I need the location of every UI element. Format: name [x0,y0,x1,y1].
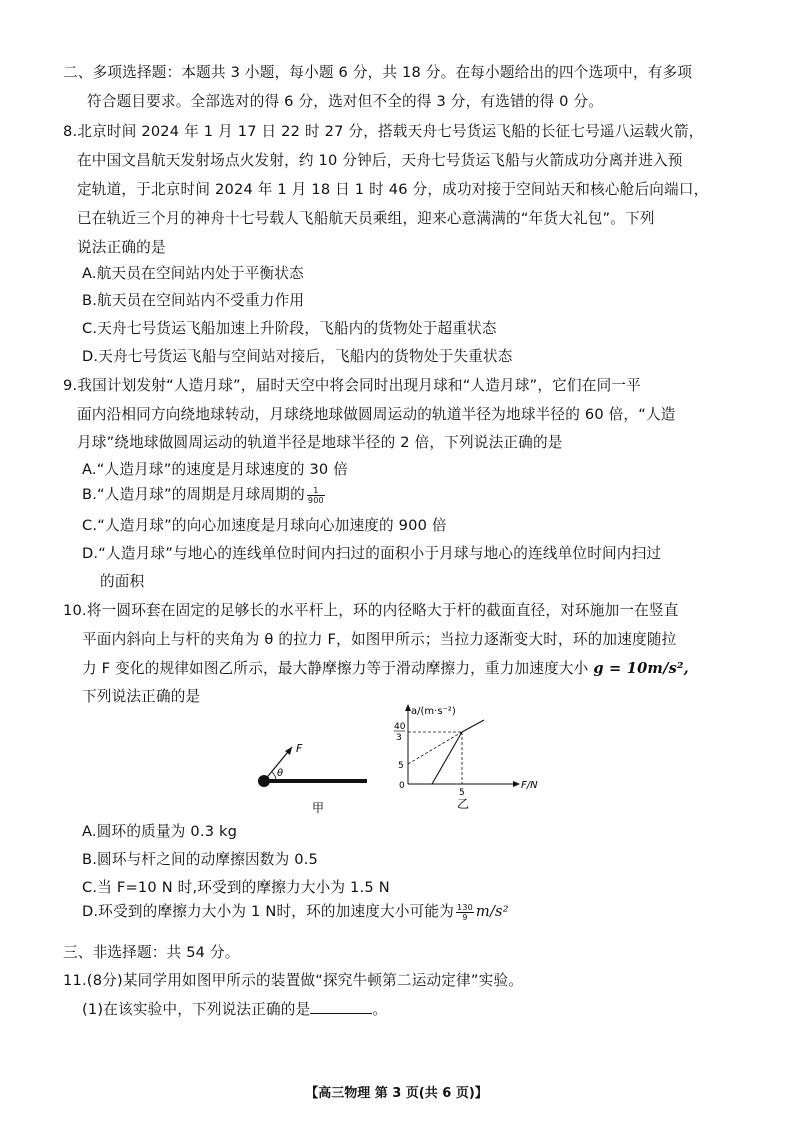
q9-fraction-numerator: 1 [307,486,325,496]
q10-option-b: B.圆环与杆之间的动摩擦因数为 0.5 [82,851,319,868]
y-tick-top-numerator: 40 [394,722,406,732]
q9-option-c: C.“人造月球”的向心加速度是月球向心加速度的 900 倍 [82,517,447,534]
page-footer: 【高三物理 第 3 页(共 6 页)】 [305,1086,488,1101]
q10-option-d-fraction [456,903,474,922]
q11-part1-end: 。 [372,1001,388,1018]
q8-stem-line1: 8.北京时间 2024 年 1 月 17 日 22 时 27 分，搭载天舟七号货运飞船的长征七号遥八运载火箭， [63,123,704,140]
q9-stem-line1: 9.我国计划发射“人造月球”，届时天空中将会同时出现月球和“人造月球”，它们在同一平 [63,377,641,394]
q11-stem-line1: 11.(8分)某同学用如图甲所示的装置做“探究牛顿第二运动定律”实验。 [63,972,524,989]
q10-figure-a [250,738,370,822]
q9-option-d-line2: 的面积 [100,573,145,590]
q9-option-a: A.“人造月球”的速度是月球速度的 30 倍 [82,461,349,478]
q10-stem-line2: 平面内斜向上与杆的夹角为 θ 的拉力 F，如图甲所示；当拉力逐渐变大时，环的加速度随拉 [82,631,677,648]
angle-label: θ [277,768,284,779]
q10-option-c: C.当 F=10 N 时,环受到的摩擦力大小为 1.5 N [82,879,390,896]
figure-b-caption: 乙 [457,797,470,811]
q9-stem-line2: 面内沿相同方向绕地球转动，月球绕地球做圆周运动的轨道半径为地球半径的 60 倍，“人造 [77,406,676,423]
q10-fraction-numerator: 130 [457,902,473,912]
q8-stem-line2: 在中国文昌航天发射场点火发射，约 10 分钟后，天舟七号货运飞船与火箭成功分离并进入预 [77,152,683,169]
q8-stem-line3: 定轨道，于北京时间 2024 年 1 月 18 日 1 时 46 分，成功对接于空间站天和核心舱后向端口， [77,181,709,198]
q9-fraction-denominator: 900 [307,495,324,505]
y-tick-mid: 5 [398,761,404,771]
q8-option-c: C.天舟七号货运飞船加速上升阶段，飞船内的货物处于超重状态 [82,320,497,337]
force-label: F [296,742,303,755]
figure-a-caption: 甲 [312,801,325,815]
graph-segment-shallow [462,720,484,732]
q10-gravity-math: g = 10m/s², [593,660,689,677]
q11-answer-blank [310,999,372,1014]
q10-stem-line3-text: 力 F 变化的规律如图乙所示，最大静摩擦力等于滑动摩擦力，重力加速度大小 [82,660,589,677]
x-axis-arrow [513,781,520,787]
q10-option-d [82,901,509,923]
q8-option-a: A.航天员在空间站内处于平衡状态 [82,265,304,282]
q9-stem-line3: 月球”绕地球做圆周运动的轨道半径是地球半径的 2 倍，下列说法正确的是 [77,434,563,451]
origin-label: 0 [399,781,405,791]
q10-stem-line3 [82,658,689,680]
dashed-line-extrapolation [408,732,462,764]
q9-option-b [82,484,327,506]
q8-stem-line5: 说法正确的是 [77,239,166,256]
section3-title: 三、非选择题：共 54 分。 [63,944,240,961]
section2-line2: 符合题目要求。全部选对的得 6 分，选对但不全的得 3 分，有选错的得 0 分。 [87,93,604,110]
q10-option-d-text: D.环受到的摩擦力大小为 1 N时，环的加速度大小可能为 [82,903,455,920]
q9-option-b-fraction [307,486,325,505]
q8-option-b: B.航天员在空间站内不受重力作用 [82,292,305,309]
q9-option-d-line1: D.“人造月球”与地心的连线单位时间内扫过的面积小于月球与地心的连线单位时间内扫过 [82,545,662,562]
q10-figure-b [384,702,559,816]
graph-segment-steep [432,732,462,784]
q10-option-d-unit: m/s² [475,903,509,920]
y-axis-label: a/(m·s⁻²) [411,706,456,717]
q10-option-a: A.圆环的质量为 0.3 kg [82,823,238,840]
x-tick: 5 [459,788,465,798]
q10-stem-line4: 下列说法正确的是 [82,688,201,705]
q9-option-b-text: B.“人造月球”的周期是月球周期的 [82,486,305,503]
q10-stem-line1: 10.将一圆环套在固定的足够长的水平杆上，环的内径略大于杆的截面直径，对环施加一在竖直 [63,602,679,619]
q11-stem-line2 [82,999,387,1021]
q8-option-d: D.天舟七号货运飞船与空间站对接后，飞船内的货物处于失重状态 [82,348,513,365]
q11-part1-text: (1)在该实验中，下列说法正确的是 [82,1001,311,1018]
x-axis-label: F/N [521,780,538,791]
q10-fraction-denominator: 9 [462,912,468,922]
section2-line1: 二、多项选择题：本题共 3 小题，每小题 6 分，共 18 分。在每小题给出的四个选项中，有多项 [63,64,693,81]
q8-stem-line4: 已在轨近三个月的神舟十七号载人飞船航天员乘组，迎来心意满满的“年货大礼包”。下列 [77,210,655,227]
y-tick-top-denominator: 3 [396,733,402,743]
